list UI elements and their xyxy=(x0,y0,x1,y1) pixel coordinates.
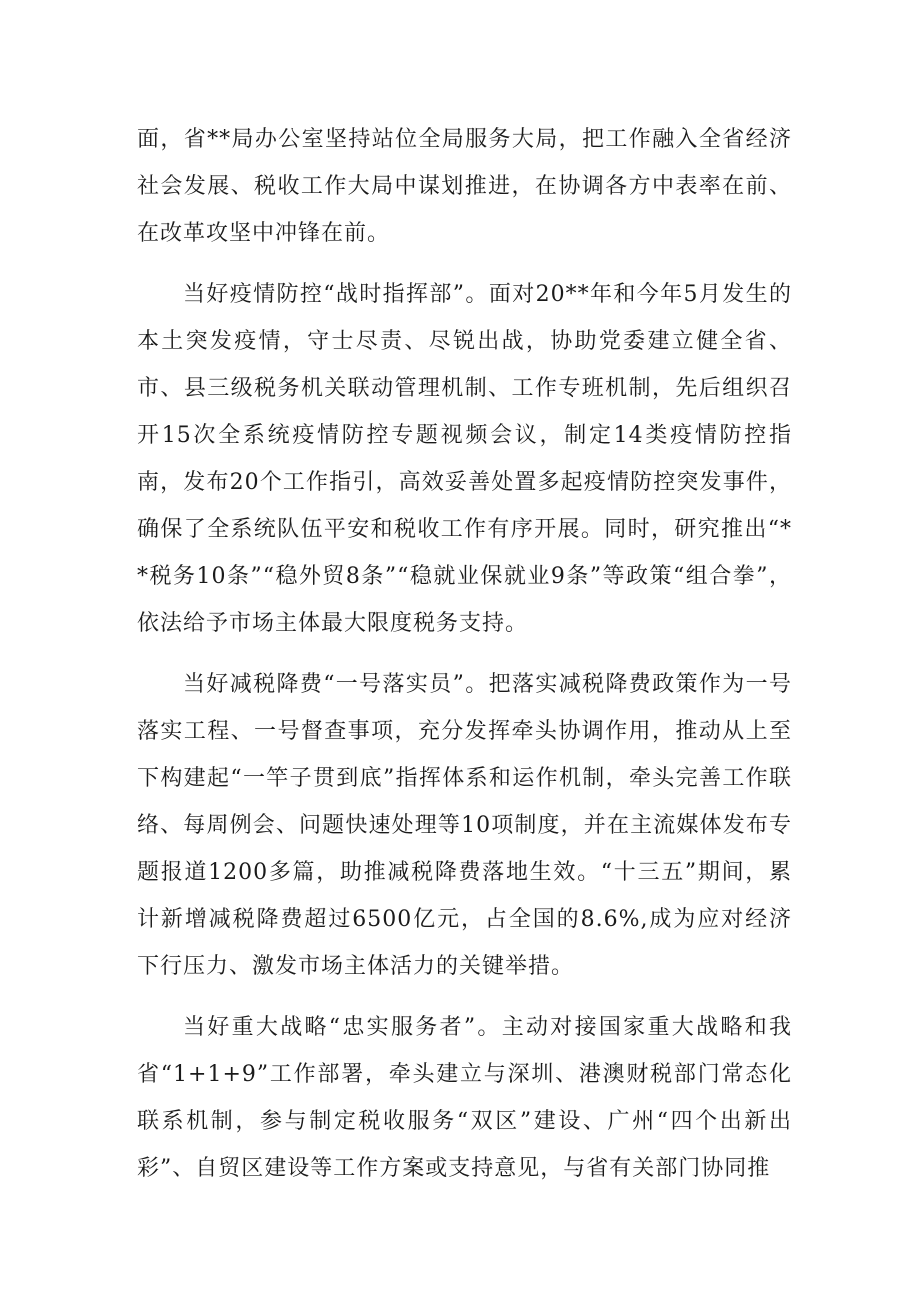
document-body xyxy=(137,116,792,1206)
paragraph-epidemic-control: 当好疫情防控“战时指挥部”。面对20**年和今年5月发生的本土突发疫情，守士尽责、尽锐出战，协助党委建立健全省、市、县三级税务机关联动管理机制、工作专班机制，先后组织召开15次全系统疫情防控专题视频会议，制定14类疫情防控指南，发布20个工作指引，高效妥善处置多起疫情防控突发事件，确保了全系统队伍平安和税收工作有序开展。同时，研究推出“**税务10条”“稳外贸8条”“稳就业保就业9条”等政策“组合拳”，依法给予市场主体最大限度税务支持。 xyxy=(137,282,792,636)
paragraph-major-strategy: 当好重大战略“忠实服务者”。主动对接国家重大战略和我省“1+1+9”工作部署，牵头建立与深圳、港澳财税部门常态化联系机制，参与制定税收服务“双区”建设、广州“四个出新出彩”、自贸区建设等工作方案或支持意见，与省有关部门协同推 xyxy=(137,1015,792,1181)
paragraph-tax-reduction: 当好减税降费“一号落实员”。把落实减税降费政策作为一号落实工程、一号督查事项，充分发挥牵头协调作用，推动从上至下构建起“一竿子贯到底”指挥体系和运作机制，牵头完善工作联络、每周例会、问题快速处理等10项制度，并在主流媒体发布专题报道1200多篇，助推减税降费落地生效。“十三五”期间，累计新增减税降费超过6500亿元，占全国的8.6%,成为应对经济下行压力、激发市场主体活力的关键举措。 xyxy=(137,672,792,979)
paragraph-continuation: 面，省**局办公室坚持站位全局服务大局，把工作融入全省经济社会发展、税收工作大局中谋划推进，在协调各方中表率在前、在改革攻坚中冲锋在前。 xyxy=(137,127,792,246)
